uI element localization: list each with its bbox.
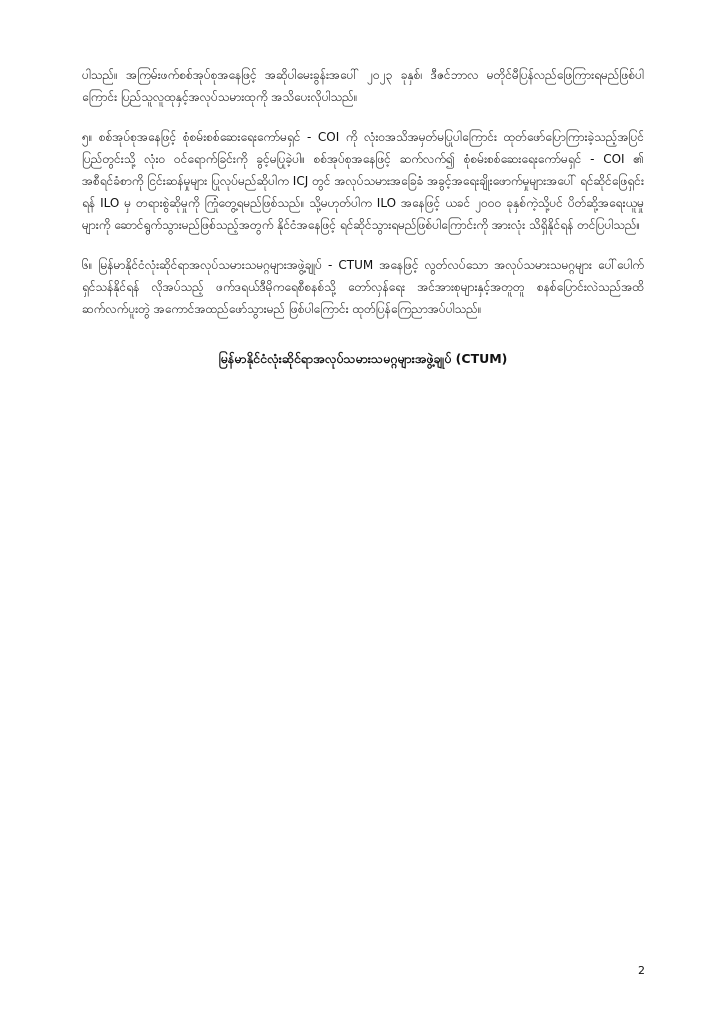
paragraph-6: ၆။ မြန်မာနိုင်ငံလုံးဆိုင်ရာအလုပ်သမားသမဂ္ဂများအဖွဲ့ချုပ် - CTUM အနေဖြင့် လွတ်လပ်သော အလုပ်သမားသမဂ္ဂများ ပေါ်ပေါက်ရှင်သန်နိုင်ရန် လိုအပ်သည့် ဖက်ဒရယ်ဒီမိုကရေစီစနစ်သို့ တော်လှန်ရေး အင်အားစုများနှင့်အတူတူ စနစ်ပြောင်းလဲသည်အထိ ဆက်လက်ပူးတွဲ အကောင်အထည်ဖော်သွားမည် ဖြစ်ပါကြောင်း ထုတ်ပြန်ကြေညာအပ်ပါသည်။ bbox=[82, 258, 644, 316]
paragraph-5: ၅။ စစ်အုပ်စုအနေဖြင့် စုံစမ်းစစ်ဆေးရေးကော်မရှင် - COI ကို လုံး၀အသိအမှတ်မပြုပါကြောင်း ထုတ်ဖော်ပြောကြားခဲ့သည့်အပြင် ပြည်တွင်းသို့ လုံး၀ ဝင်ရောက်ခြင်းကို ခွင့်မပြုခဲ့ပါ။ စစ်အုပ်စုအနေဖြင့် ဆက်လက်၍ စုံစမ်းစစ်ဆေးရေးကော်မရှင် - COI ၏ အစီရင်ခံစာကို ငြင်းဆန်မှုများ ပြုလုပ်မည်ဆိုပါက ICJ တွင် အလုပ်သမားအခြေခံ အခွင့်အရေးချိုးဖောက်မှုများအပေါ် ရင်ဆိုင်ဖြေရှင်းရန် ILO မှ တရားစွဲဆိုမှုကို ကြုံတွေ့ရမည်ဖြစ်သည်။ သို့မဟုတ်ပါက ILO အနေဖြင့် ယခင် ၂၀၀၀ ခုနှစ်ကဲ့သို့ပင် ပိတ်ဆို့အရေးယူမှုများကို ဆောင်ရွက်သွားမည်ဖြစ်သည့်အတွက် နိုင်ငံအနေဖြင့် ရင်ဆိုင်သွားရမည်ဖြစ်ပါကြောင်းကို အားလုံး သိရှိနိုင်ရန် တင်ပြပါသည်။ bbox=[82, 130, 644, 232]
signature-organization: မြန်မာနိုင်ငံလုံးဆိုင်ရာအလုပ်သမားသမဂ္ဂများအဖွဲ့ချုပ် (CTUM) bbox=[218, 351, 508, 366]
paragraph-continuation: ပါသည်။ အကြမ်းဖက်စစ်အုပ်စုအနေဖြင့် အဆိုပါမေးခွန်းအပေါ် ၂၀၂၃ ခုနှစ်၊ ဒီဇင်ဘာလ မတိုင်မီပြန်လည်ဖြေကြားရမည်ဖြစ်ပါကြောင်း ပြည်သူလူထုနှင့်အလုပ်သမားထုကို အသိပေးလိုပါသည်။ bbox=[82, 68, 644, 104]
document-body bbox=[82, 64, 644, 370]
page-number: 2 bbox=[638, 964, 645, 977]
